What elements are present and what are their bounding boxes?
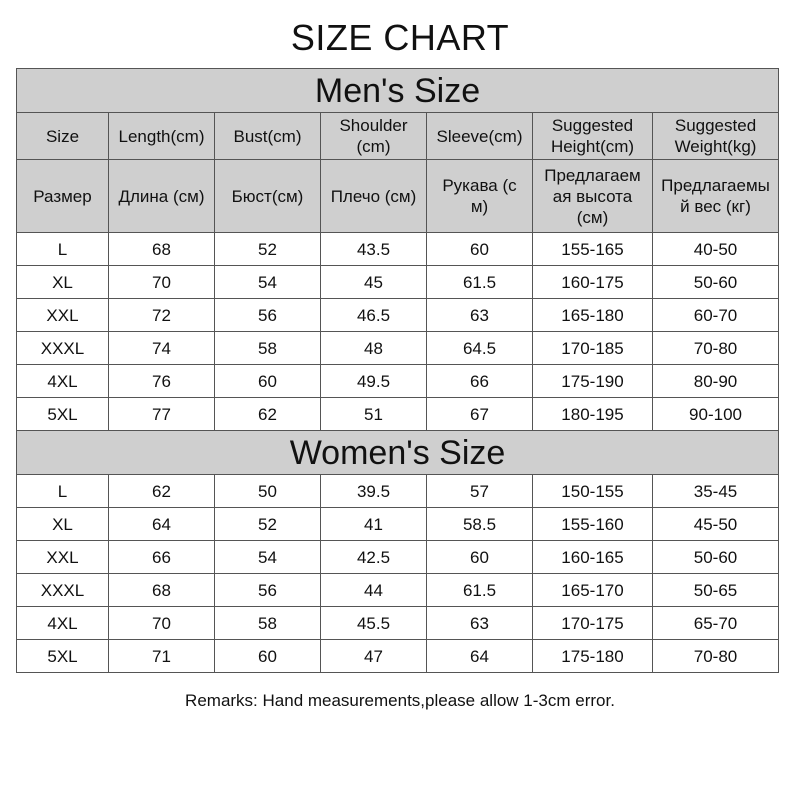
table-cell: 45-50 [653,508,779,541]
table-cell: 54 [215,266,321,299]
table-row [17,541,779,574]
table-cell: 50-60 [653,541,779,574]
table-cell: 61.5 [427,266,533,299]
size-cell: XXL [17,541,109,574]
column-header: Предлагаемы й вес (кг) [653,160,779,233]
table-cell: 62 [215,398,321,431]
table-cell: 54 [215,541,321,574]
table-row [17,266,779,299]
column-header: Suggested Weight(kg) [653,113,779,160]
size-cell: XL [17,266,109,299]
table-cell: 51 [321,398,427,431]
table-cell: 70 [109,266,215,299]
table-cell: 60-70 [653,299,779,332]
table-cell: 58 [215,607,321,640]
table-cell: 170-185 [533,332,653,365]
table-cell: 80-90 [653,365,779,398]
table-cell: 52 [215,233,321,266]
table-row [17,574,779,607]
column-header: Bust(cm) [215,113,321,160]
table-cell: 44 [321,574,427,607]
table-cell: 61.5 [427,574,533,607]
table-cell: 56 [215,299,321,332]
size-cell: 4XL [17,365,109,398]
table-cell: 68 [109,233,215,266]
table-cell: 52 [215,508,321,541]
table-row [17,475,779,508]
table-cell: 60 [215,640,321,673]
column-header: Длина (см) [109,160,215,233]
column-header: Предлагаем ая высота (см) [533,160,653,233]
table-cell: 67 [427,398,533,431]
table-cell: 50-65 [653,574,779,607]
table-cell: 165-170 [533,574,653,607]
table-cell: 48 [321,332,427,365]
column-header: Length(cm) [109,113,215,160]
table-row [17,640,779,673]
column-header: Бюст(см) [215,160,321,233]
table-cell: 150-155 [533,475,653,508]
table-cell: 58 [215,332,321,365]
column-header: Suggested Height(cm) [533,113,653,160]
column-header: Размер [17,160,109,233]
size-cell: L [17,475,109,508]
table-cell: 71 [109,640,215,673]
table-row [17,398,779,431]
column-header: Sleeve(cm) [427,113,533,160]
section-title: Women's Size [17,431,779,475]
table-cell: 74 [109,332,215,365]
table-cell: 68 [109,574,215,607]
table-row [17,508,779,541]
table-cell: 39.5 [321,475,427,508]
table-row [17,299,779,332]
table-cell: 60 [427,541,533,574]
table-cell: 70-80 [653,640,779,673]
table-cell: 66 [109,541,215,574]
table-cell: 64 [109,508,215,541]
table-cell: 49.5 [321,365,427,398]
table-cell: 50 [215,475,321,508]
table-cell: 70 [109,607,215,640]
table-cell: 64 [427,640,533,673]
size-cell: L [17,233,109,266]
size-cell: XXL [17,299,109,332]
size-chart-table [16,68,779,673]
table-cell: 90-100 [653,398,779,431]
table-cell: 41 [321,508,427,541]
table-cell: 165-180 [533,299,653,332]
table-cell: 170-175 [533,607,653,640]
table-cell: 180-195 [533,398,653,431]
table-row [17,365,779,398]
remarks-note: Remarks: Hand measurements,please allow 1-3cm error. [185,691,615,710]
table-cell: 66 [427,365,533,398]
size-cell: 5XL [17,640,109,673]
table-cell: 43.5 [321,233,427,266]
size-cell: XXXL [17,332,109,365]
section-title-row [17,69,779,113]
table-cell: 63 [427,607,533,640]
table-cell: 65-70 [653,607,779,640]
table-cell: 42.5 [321,541,427,574]
table-cell: 72 [109,299,215,332]
column-header: Плечо (см) [321,160,427,233]
table-cell: 35-45 [653,475,779,508]
table-cell: 58.5 [427,508,533,541]
table-cell: 60 [215,365,321,398]
table-cell: 45 [321,266,427,299]
table-cell: 77 [109,398,215,431]
column-header: Shoulder (cm) [321,113,427,160]
header-row-english [17,113,779,160]
size-cell: 5XL [17,398,109,431]
column-header: Size [17,113,109,160]
size-cell: XXXL [17,574,109,607]
table-cell: 47 [321,640,427,673]
table-cell: 155-160 [533,508,653,541]
table-cell: 60 [427,233,533,266]
table-cell: 63 [427,299,533,332]
table-cell: 160-175 [533,266,653,299]
table-cell: 40-50 [653,233,779,266]
table-cell: 45.5 [321,607,427,640]
table-cell: 50-60 [653,266,779,299]
table-cell: 175-180 [533,640,653,673]
table-cell: 76 [109,365,215,398]
size-chart-body [17,69,779,673]
table-row [17,332,779,365]
table-cell: 64.5 [427,332,533,365]
section-title: Men's Size [17,69,779,113]
table-row [17,607,779,640]
table-cell: 160-165 [533,541,653,574]
section-title-row [17,431,779,475]
table-cell: 56 [215,574,321,607]
page-title: SIZE CHART [290,17,510,58]
table-row [17,233,779,266]
table-cell: 155-165 [533,233,653,266]
table-cell: 46.5 [321,299,427,332]
table-cell: 62 [109,475,215,508]
size-cell: XL [17,508,109,541]
table-cell: 70-80 [653,332,779,365]
table-cell: 175-190 [533,365,653,398]
column-header: Рукава (с м) [427,160,533,233]
table-cell: 57 [427,475,533,508]
header-row-russian [17,160,779,233]
size-cell: 4XL [17,607,109,640]
